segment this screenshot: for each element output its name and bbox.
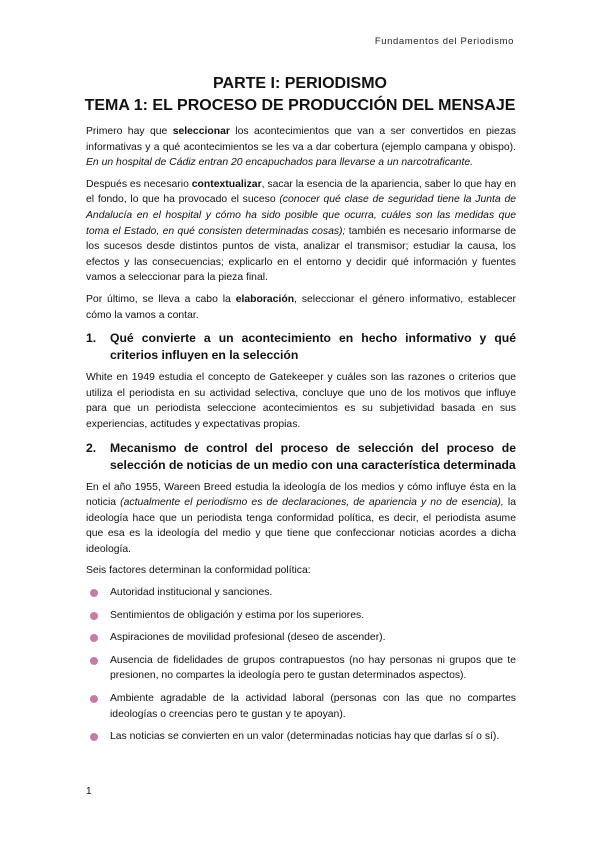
bullet-dot-icon [90, 612, 98, 620]
p5-text-c: la ideología hace que un periodista tenga conformidad política, es decir, el periodista asume que esa es la ideología del medio y que tiene que confeccionar noticias acordes a dicha ideología. [86, 497, 516, 555]
section-heading-1 [86, 330, 516, 364]
p2-text-c: , sacar la esencia de la apariencia, saber lo que hay en el fondo, lo que ha provocado el suceso [86, 178, 517, 206]
list-item [86, 653, 516, 684]
p1-text-a: Primero hay que [86, 126, 173, 137]
list-item [86, 608, 516, 624]
p1-italic-example: En un hospital de Cádiz entran 20 encapuchados para llevarse a un narcotraficante. [86, 157, 474, 169]
paragraph-seleccionar [86, 124, 516, 171]
running-header: Fundamentos del Periodismo [374, 36, 514, 47]
paragraph-gatekeeper: White en 1949 estudia el concepto de Gatekeeper y cuáles son las razones o criterios que utiliza el periodista en su actividad selectiva, concluye que uno de los motivos que influye para que un periodista seleccione acontecimientos es su subjetividad basada en sus experiencias, actitudes y expectativas propias. [86, 372, 516, 430]
paragraph-breed [86, 480, 516, 558]
list-item [86, 585, 516, 601]
title-block [0, 73, 600, 117]
p3-bold-term: elaboración [235, 293, 295, 305]
section-number: 1. [86, 331, 97, 346]
p5-italic-aside: (actualmente el periodismo es de declaraciones, de apariencia y no de esencia), [120, 497, 504, 509]
list-item [86, 691, 516, 722]
list-item-text: Las noticias se convierten en un valor (determinadas noticias hay que darlas sí o sí). [110, 731, 500, 743]
p1-text-c: los acontecimientos que van a ser convertidos en piezas informativas y a qué acontecimientos se les va a dar cobertura (ejemplo campana y obispo). [86, 126, 516, 153]
section-number: 2. [86, 440, 97, 455]
bullet-dot-icon [90, 634, 98, 642]
paragraph-contextualizar [86, 177, 516, 286]
p2-text-e: también es necesario informarse de los sucesos desde distintos puntos de vista, analizar el transmisor; estudiar la causa, los efectos y las consecuencias; explicarlo en el entorno y decidir qué información y fuentes vamos a seleccionar para la pieza final. [86, 225, 516, 284]
p1-bold-term: seleccionar [172, 126, 230, 137]
bullet-dot-icon [90, 733, 98, 741]
list-item-text: Autoridad institucional y sanciones. [110, 587, 273, 599]
p2-bold-term: contextualizar [191, 178, 262, 190]
p2-italic-example: (conocer qué clase de seguridad tiene la Junta de Andalucía en el hospital y cómo ha sido posible que ocurra, cuáles son las medidas que toma el Estado, en qué consisten determinadas cosas); [86, 194, 516, 237]
p2-text-a: Después es necesario [86, 178, 192, 190]
bullet-dot-icon [90, 657, 98, 665]
section-title: Qué convierte a un acontecimiento en hecho informativo y qué criterios influyen en la selección [110, 331, 516, 363]
topic-title: TEMA 1: EL PROCESO DE PRODUCCIÓN DEL MENSAJE [84, 97, 516, 114]
bullet-dot-icon [90, 589, 98, 597]
list-item-text: Aspiraciones de movilidad profesional (deseo de ascender). [110, 632, 386, 644]
page-number: 1 [86, 786, 92, 797]
list-item-text: Sentimientos de obligación y estima por los superiores. [110, 609, 365, 621]
section-heading-2 [86, 440, 516, 474]
paragraph-factors-intro: Seis factores determinan la conformidad política: [86, 565, 311, 577]
list-item [86, 729, 516, 745]
section-title: Mecanismo de control del proceso de selección del proceso de selección de noticias de un medio con una característica determinada [110, 440, 516, 472]
part-title: PARTE I: PERIODISMO [213, 75, 387, 92]
bullet-dot-icon [90, 695, 98, 703]
p5-text-a: En el año 1955, Wareen Breed estudia la ideología de los medios y cómo influye ésta en la noticia [86, 481, 516, 509]
paragraph-elaboracion [86, 292, 516, 323]
factors-list [86, 585, 516, 745]
p3-text-a: Por último, se lleva a cabo la [86, 293, 236, 305]
list-item-text: Ambiente agradable de la actividad laboral (personas con las que no compartes ideologías o creencias pero te gustan y te apoyan). [110, 693, 516, 720]
list-item-text: Ausencia de fidelidades de grupos contrapuestos (no hay personas ni grupos que te presionen, no compartes la ideología pero te gustan determinados aspectos). [110, 654, 516, 682]
body-content [86, 124, 516, 752]
list-item [86, 630, 516, 646]
p3-text-c: , seleccionar el género informativo, establecer cómo la vamos a contar. [86, 293, 516, 321]
